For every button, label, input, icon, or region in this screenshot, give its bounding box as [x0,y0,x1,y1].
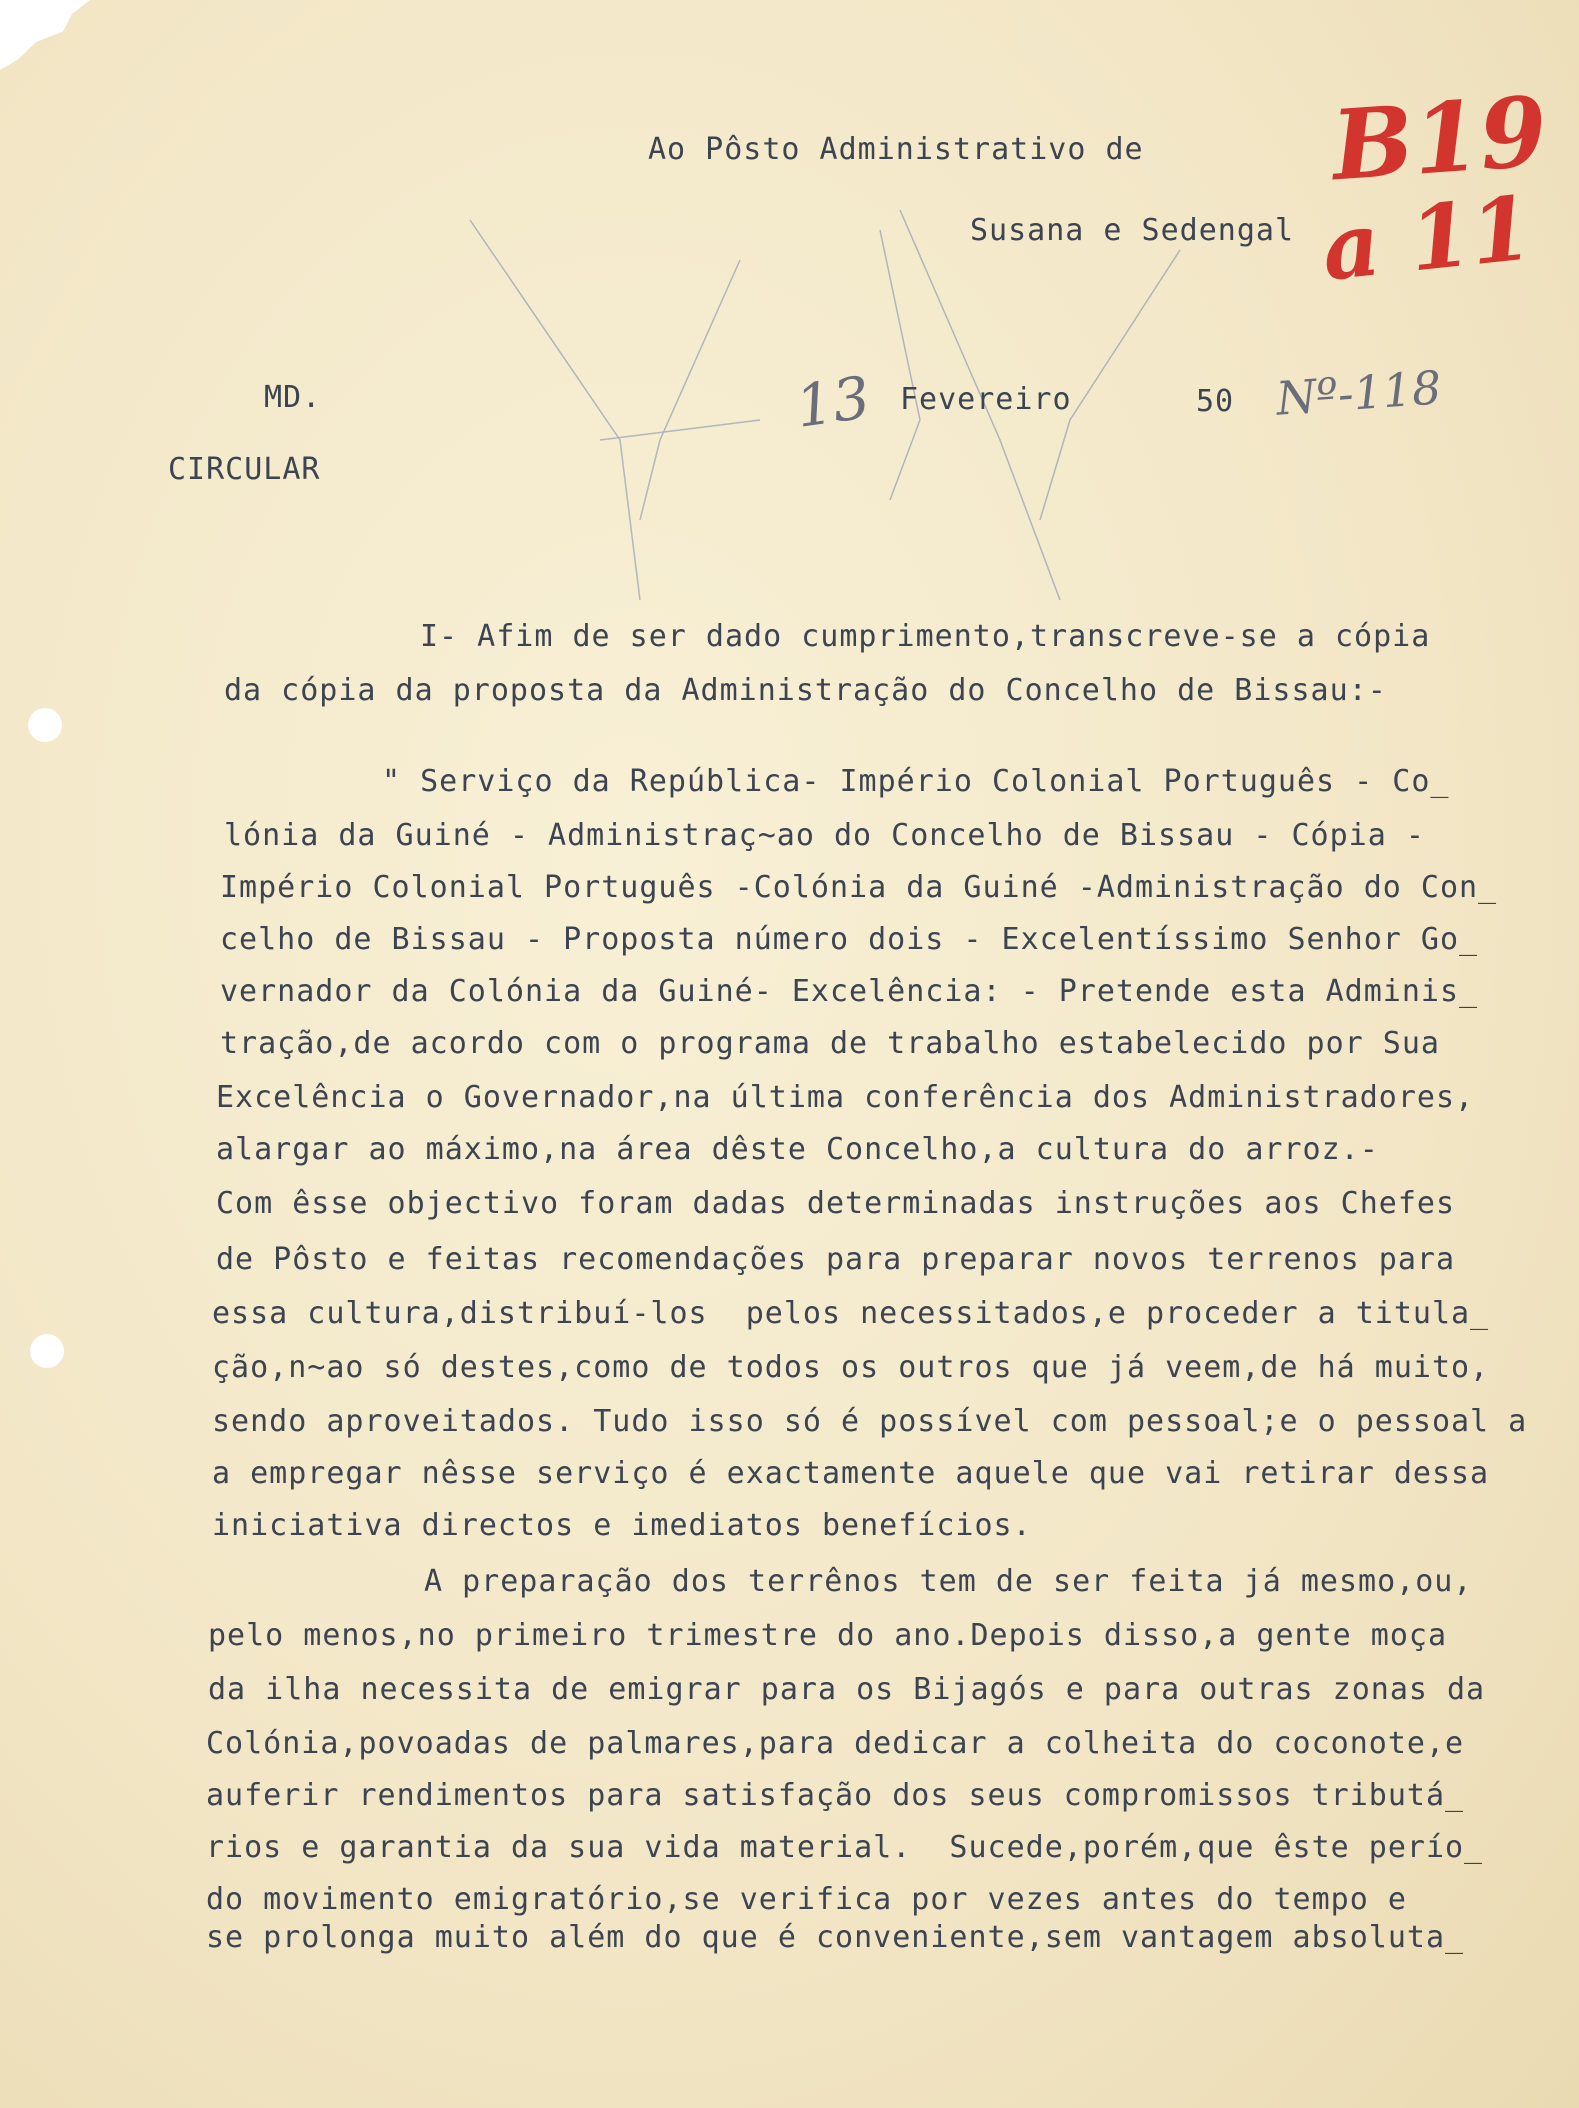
body-line: Excelência o Governador,na última conferência dos Administradores, [216,1080,1475,1115]
body-line: tração,de acordo com o programa de trabalho estabelecido por Sua [220,1026,1440,1061]
body-line: " Serviço da República- Império Colonial Português - Co_ [382,764,1450,799]
body-line: pelo menos,no primeiro trimestre do ano.Depois disso,a gente moça [208,1618,1447,1653]
body-line: iniciativa directos e imediatos benefícios. [212,1508,1032,1543]
body-line: Colónia,povoadas de palmares,para dedicar a colheita do coconote,e [206,1726,1465,1761]
body-line: auferir rendimentos para satisfação dos seus compromissos tributá_ [206,1778,1465,1813]
body-line: ção,n~ao só destes,como de todos os outros que já veem,de há muito, [212,1350,1490,1385]
body-line: da ilha necessita de emigrar para os Bijagós e para outras zonas da [208,1672,1486,1707]
addressee-line-1: Ao Pôsto Administrativo de [648,132,1144,167]
body-line: A preparação dos terrênos tem de ser feita já mesmo,ou, [424,1564,1473,1599]
body-line: Com êsse objectivo foram dadas determinadas instruções aos Chefes [216,1186,1455,1221]
document-number: Nº-118 [1274,360,1443,426]
date-day: 13 [791,363,875,441]
body-line: rios e garantia da sua vida material. Sucede,porém,que êste perío_ [206,1830,1484,1865]
body-line: I- Afim de ser dado cumprimento,transcreve-se a cópia [420,619,1431,654]
red-code-line-1: B19 [1328,74,1551,203]
body-line: de Pôsto e feitas recomendações para preparar novos terrenos para [216,1242,1455,1277]
body-line: sendo aproveitados. Tudo isso só é possível com pessoal;e o pessoal a [212,1404,1528,1439]
body-line: a empregar nêsse serviço é exactamente aquele que vai retirar dessa [212,1456,1490,1491]
body-line: celho de Bissau - Proposta número dois - Excelentíssimo Senhor Go_ [220,922,1479,957]
addressee-line-2: Susana e Sedengal [970,213,1295,248]
body-line: Império Colonial Português -Colónia da Guiné -Administração do Con_ [220,870,1498,905]
body-line: alargar ao máximo,na área dêste Concelho,a cultura do arroz.- [216,1132,1379,1167]
body-line: lónia da Guiné - Administraç~ao do Concelho de Bissau - Cópia - [224,818,1425,853]
body-line: se prolonga muito além do que é conveniente,sem vantagem absoluta_ [206,1920,1465,1955]
circular-label: CIRCULAR [168,452,321,487]
body-line: essa cultura,distribuí-los pelos necessitados,e proceder a titula_ [212,1296,1490,1331]
body-line: da cópia da proposta da Administração do Concelho de Bissau:- [224,673,1387,708]
date-year: 50 [1196,384,1235,419]
red-code-line-2: a 11 [1317,175,1537,301]
body-line: vernador da Colónia da Guiné- Excelência: - Pretende esta Adminis_ [220,974,1479,1009]
reference-md: MD. [264,380,322,415]
body-line: do movimento emigratório,se verifica por vezes antes do tempo e [206,1882,1407,1917]
date-month: Fevereiro [900,382,1072,417]
